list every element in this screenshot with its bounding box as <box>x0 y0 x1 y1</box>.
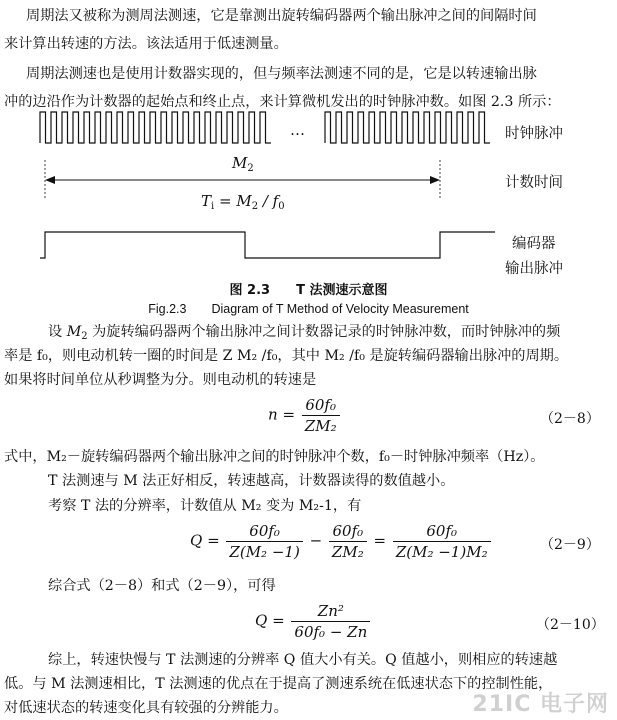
paragraph-3-line-1: 设 $M_2$ 为旋转编码器两个输出脉冲之间计数器记录的时钟脉冲数，而时钟脉冲的频 <box>48 324 561 342</box>
equation-number-2-10: （2－10） <box>536 617 605 633</box>
clock-pulse-train-left <box>40 112 271 143</box>
paragraph-2-line-1: 周期法测速也是使用计数器实现的，但与频率法测速不同的是，它是以转速输出脉 <box>26 66 537 82</box>
label-output-pulse: 输出脉冲 <box>505 261 563 277</box>
fraction: $\frac{\text{60f₀}}{\text{ZM₂}}$ <box>302 396 340 435</box>
equation-2-9: Q = $\frac{\text{60f₀}}{\text{Z(M₂ −1)}}$ − $\frac{\text{60f₀}}{\text{ZM₂}}$ = $\frac{\text{60f₀}}{\text{Z(M₂ −1)M₂}}$ <box>190 522 493 561</box>
paragraph-1-line-1: 周期法又被称为测周法测速，它是靠测出旋转编码器两个输出脉冲之间的间隔时间 <box>26 8 537 24</box>
fraction-2: $\frac{\text{60f₀}}{\text{ZM₂}}$ <box>329 522 367 561</box>
paragraph-8-line-3: 对低速状态的转速变化具有较强的分辨能力。 <box>4 700 288 716</box>
fraction-1: $\frac{\text{60f₀}}{\text{Z(M₂ −1)}}$ <box>226 522 302 561</box>
paragraph-2-line-2: 冲的边沿作为计数器的起始点和终止点，来计算微机发出的时钟脉冲数。如图 2.3 所示： <box>4 94 561 110</box>
paragraph-1-line-2: 来计算出转速的方法。该法适用于低速测量。 <box>4 36 288 52</box>
figure-caption-cn: 图 2.3 T 法测速示意图 <box>229 283 388 298</box>
arrow-head-right <box>430 176 440 184</box>
paragraph-8-line-1: 综上，转速快慢与 T 法测速的分辨率 Q 值大小有关。Q 值越小，则相应的转速越 <box>48 652 558 668</box>
equation-number-2-9: （2－9） <box>540 537 600 553</box>
clock-pulse-wave <box>325 112 490 143</box>
arrow-head-left <box>45 176 55 184</box>
paragraph-6: 考察 T 法的分辨率，计数值从 M₂ 变为 M₂-1，有 <box>48 498 362 514</box>
paragraph-8-line-2: 低。与 M 法测速相比，T 法测速的优点在于提高了测速系统在低速状态下的控制性能， <box>4 676 553 692</box>
figure-caption-en: Fig.2.3 Diagram of T Method of Velocity Measurement <box>148 302 469 316</box>
encoder-output-pulse <box>40 232 495 258</box>
label-encoder: 编码器 <box>512 236 556 252</box>
label-count-time: 计数时间 <box>505 175 563 191</box>
clock-pulse-train-right <box>325 112 490 143</box>
paragraph-5: T 法测速与 M 法正好相反，转速越高，计数器读得的数值越小。 <box>48 473 455 489</box>
paragraph-3-line-2: 率是 f₀，则电动机转一圈的时间是 Z M₂ /f₀，其中 M₂ /f₀ 是旋转编码器输出脉冲的周期。 <box>4 348 569 364</box>
fraction-3: $\frac{\text{60f₀}}{\text{Z(M₂ −1)M₂}}$ <box>393 522 491 561</box>
equation-number-2-8: （2－8） <box>540 411 600 427</box>
ti-formula: $T_i = M_2 / f_0$ <box>201 192 285 212</box>
equation-2-10: Q = $\frac{\text{Zn²}}{\text{60f₀ − Zn}}$ <box>255 602 372 641</box>
fraction: $\frac{\text{Zn²}}{\text{60f₀ − Zn}}$ <box>291 602 370 641</box>
watermark-logo: 21IC 电子网 <box>472 692 609 717</box>
paragraph-4: 式中，M₂－旋转编码器两个输出脉冲之间的时钟脉冲个数，f₀－时钟脉冲频率（Hz）。 <box>4 449 545 465</box>
m2-label: $M_2$ <box>232 154 254 174</box>
paragraph-3-line-3: 如果将时间单位从秒调整为分。则电动机的转速是 <box>4 372 317 388</box>
paragraph-7: 综合式（2－8）和式（2－9），可得 <box>48 578 276 594</box>
label-clock-pulse: 时钟脉冲 <box>505 126 563 142</box>
clock-pulse-wave <box>40 112 271 143</box>
ellipsis: … <box>290 121 305 139</box>
equation-2-8: n = $\frac{\text{60f₀}}{\text{ZM₂}}$ <box>268 396 342 435</box>
